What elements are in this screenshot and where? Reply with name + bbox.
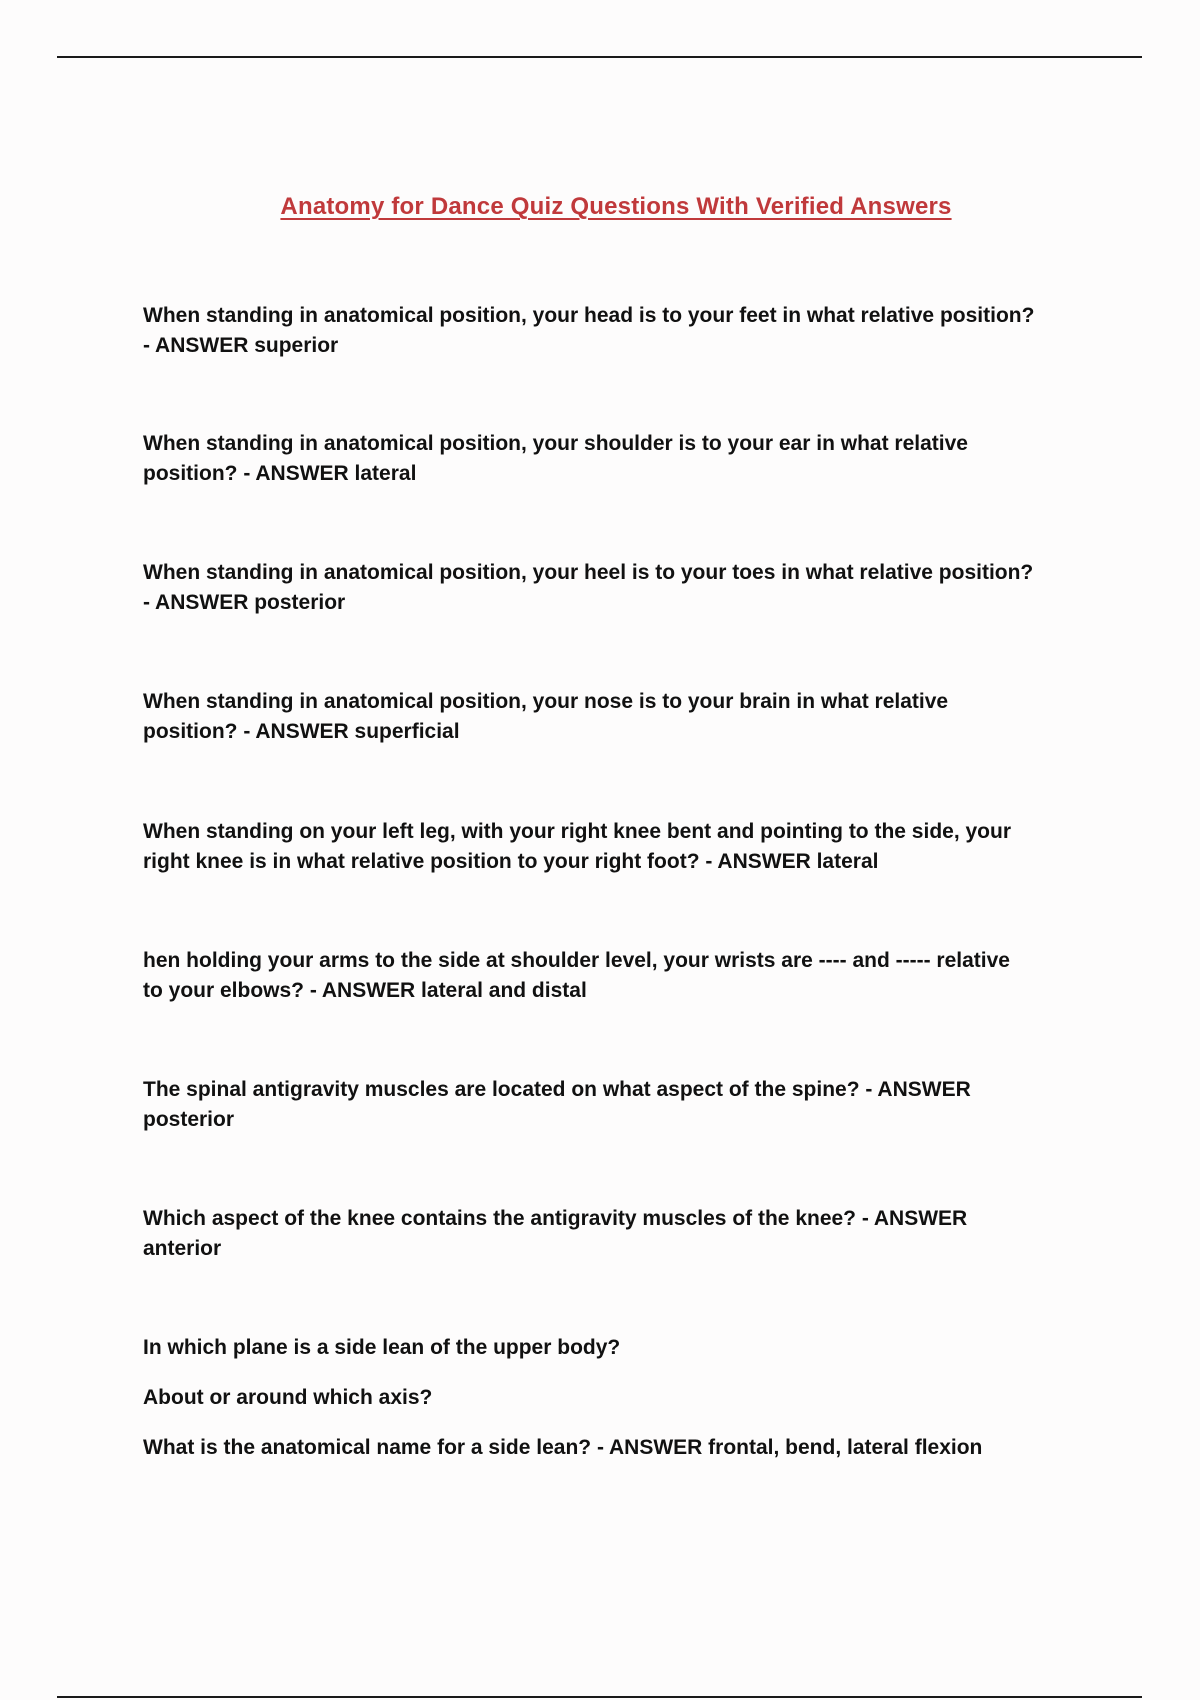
qa-item — [143, 558, 1098, 618]
qa-line: When standing in anatomical position, your shoulder is to your ear in what relative — [143, 432, 968, 455]
qa-line: hen holding your arms to the side at shoulder level, your wrists are ---- and ----- relative — [143, 949, 1010, 972]
qa-item — [143, 429, 1098, 489]
qa-line: When standing in anatomical position, your heel is to your toes in what relative position? — [143, 561, 1034, 584]
qa-item — [143, 301, 1098, 361]
qa-line: - ANSWER posterior — [143, 591, 346, 614]
qa-line: In which plane is a side lean of the upper body? — [143, 1336, 621, 1359]
bottom-rule — [57, 1696, 1142, 1698]
qa-item — [143, 817, 1098, 877]
qa-item — [143, 1333, 1098, 1463]
qa-item — [143, 946, 1098, 1006]
qa-line: position? - ANSWER superficial — [143, 720, 460, 743]
qa-item — [143, 687, 1098, 747]
document-title: Anatomy for Dance Quiz Questions With Verified Answers — [280, 193, 952, 220]
top-rule — [57, 56, 1142, 58]
qa-line: The spinal antigravity muscles are located on what aspect of the spine? - ANSWER — [143, 1078, 971, 1101]
qa-line: anterior — [143, 1237, 222, 1260]
qa-line: What is the anatomical name for a side lean? - ANSWER frontal, bend, lateral flexion — [143, 1436, 983, 1459]
qa-line: right knee is in what relative position to your right foot? - ANSWER lateral — [143, 850, 879, 873]
qa-item — [143, 1204, 1098, 1264]
qa-line: position? - ANSWER lateral — [143, 462, 417, 485]
qa-line: posterior — [143, 1108, 235, 1131]
qa-line: When standing in anatomical position, your head is to your feet in what relative position? — [143, 304, 1035, 327]
qa-line: About or around which axis? — [143, 1386, 433, 1409]
qa-line: - ANSWER superior — [143, 334, 339, 357]
qa-line: to your elbows? - ANSWER lateral and distal — [143, 979, 587, 1002]
qa-line: Which aspect of the knee contains the antigravity muscles of the knee? - ANSWER — [143, 1207, 968, 1230]
qa-line: When standing in anatomical position, your nose is to your brain in what relative — [143, 690, 949, 713]
qa-item — [143, 1075, 1098, 1135]
qa-line: When standing on your left leg, with your right knee bent and pointing to the side, your — [143, 820, 1012, 843]
